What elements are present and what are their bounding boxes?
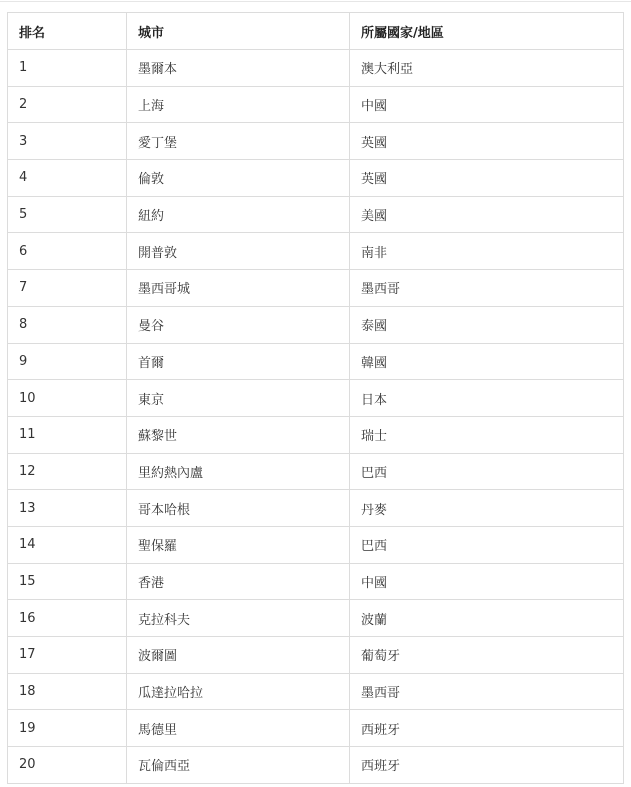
cell-rank: 4 — [8, 160, 127, 197]
cell-rank: 5 — [8, 196, 127, 233]
table-row — [8, 673, 624, 710]
cell-rank: 17 — [8, 637, 127, 674]
cell-city: 哥本哈根 — [127, 490, 350, 527]
cell-city: 首爾 — [127, 343, 350, 380]
cell-country: 巴西 — [350, 526, 624, 563]
cell-rank: 12 — [8, 453, 127, 490]
table-row — [8, 233, 624, 270]
table-row — [8, 50, 624, 87]
cell-city: 瓜達拉哈拉 — [127, 673, 350, 710]
cell-country: 英國 — [350, 123, 624, 160]
table-row — [8, 160, 624, 197]
header-rank: 排名 — [8, 13, 127, 50]
cell-country: 南非 — [350, 233, 624, 270]
cell-city: 墨西哥城 — [127, 270, 350, 307]
table-body — [8, 50, 624, 784]
cell-country: 瑞士 — [350, 416, 624, 453]
cell-country: 丹麥 — [350, 490, 624, 527]
cell-city: 瓦倫西亞 — [127, 747, 350, 784]
cell-country: 西班牙 — [350, 747, 624, 784]
cell-rank: 19 — [8, 710, 127, 747]
table-row — [8, 380, 624, 417]
table-row — [8, 747, 624, 784]
header-city: 城市 — [127, 13, 350, 50]
cell-rank: 10 — [8, 380, 127, 417]
cell-country: 澳大利亞 — [350, 50, 624, 87]
cell-rank: 16 — [8, 600, 127, 637]
cell-country: 西班牙 — [350, 710, 624, 747]
cell-rank: 11 — [8, 416, 127, 453]
table-row — [8, 123, 624, 160]
cell-city: 愛丁堡 — [127, 123, 350, 160]
cell-country: 波蘭 — [350, 600, 624, 637]
cell-rank: 2 — [8, 86, 127, 123]
cell-city: 波爾圖 — [127, 637, 350, 674]
cell-country: 日本 — [350, 380, 624, 417]
cell-city: 里約熱內盧 — [127, 453, 350, 490]
cell-city: 上海 — [127, 86, 350, 123]
cell-city: 東京 — [127, 380, 350, 417]
table-row — [8, 637, 624, 674]
table-row — [8, 600, 624, 637]
cell-rank: 15 — [8, 563, 127, 600]
table-row — [8, 306, 624, 343]
cell-city: 克拉科夫 — [127, 600, 350, 637]
cell-country: 中國 — [350, 86, 624, 123]
cell-rank: 20 — [8, 747, 127, 784]
top-divider — [0, 1, 631, 2]
cell-city: 墨爾本 — [127, 50, 350, 87]
table-row — [8, 563, 624, 600]
cell-rank: 7 — [8, 270, 127, 307]
cell-country: 墨西哥 — [350, 673, 624, 710]
cell-city: 聖保羅 — [127, 526, 350, 563]
city-ranking-table — [7, 12, 624, 784]
cell-city: 蘇黎世 — [127, 416, 350, 453]
cell-rank: 9 — [8, 343, 127, 380]
table-row — [8, 270, 624, 307]
cell-rank: 18 — [8, 673, 127, 710]
table-row — [8, 490, 624, 527]
cell-city: 倫敦 — [127, 160, 350, 197]
cell-rank: 13 — [8, 490, 127, 527]
table-row — [8, 86, 624, 123]
table-row — [8, 710, 624, 747]
cell-country: 韓國 — [350, 343, 624, 380]
cell-country: 巴西 — [350, 453, 624, 490]
cell-city: 馬德里 — [127, 710, 350, 747]
cell-city: 香港 — [127, 563, 350, 600]
cell-city: 紐約 — [127, 196, 350, 233]
cell-rank: 3 — [8, 123, 127, 160]
table-row — [8, 196, 624, 233]
cell-rank: 8 — [8, 306, 127, 343]
cell-country: 美國 — [350, 196, 624, 233]
cell-city: 開普敦 — [127, 233, 350, 270]
cell-rank: 14 — [8, 526, 127, 563]
cell-country: 泰國 — [350, 306, 624, 343]
cell-rank: 1 — [8, 50, 127, 87]
cell-country: 中國 — [350, 563, 624, 600]
cell-rank: 6 — [8, 233, 127, 270]
cell-country: 葡萄牙 — [350, 637, 624, 674]
header-country-region: 所屬國家/地區 — [350, 13, 624, 50]
table-row — [8, 416, 624, 453]
cell-city: 曼谷 — [127, 306, 350, 343]
table-row — [8, 453, 624, 490]
table-row — [8, 343, 624, 380]
cell-country: 墨西哥 — [350, 270, 624, 307]
table-header-row — [8, 13, 624, 50]
table-row — [8, 526, 624, 563]
cell-country: 英國 — [350, 160, 624, 197]
